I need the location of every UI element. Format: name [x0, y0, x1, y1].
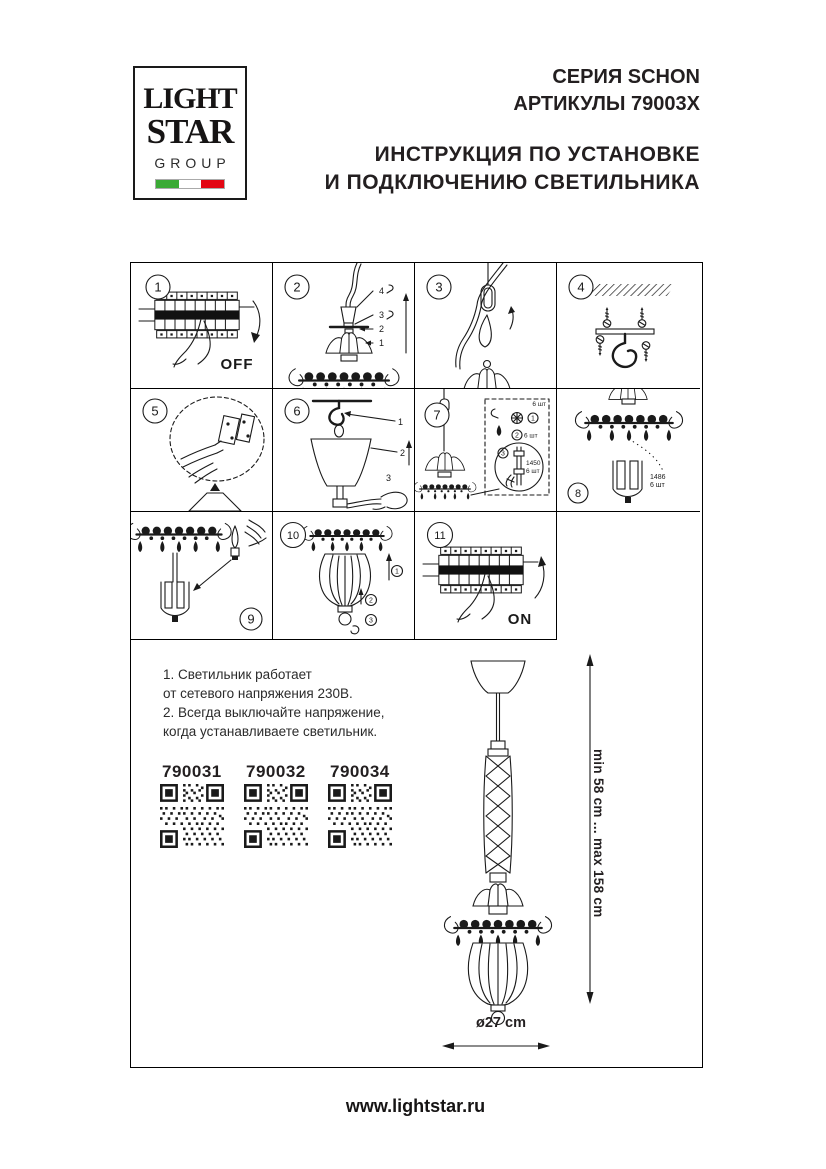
- flag-green: [156, 180, 179, 188]
- on-label: ON: [507, 611, 533, 628]
- logo-word-light: LIGHT: [143, 82, 237, 115]
- series-title: СЕРИЯ SCHON: [552, 66, 700, 88]
- document-header: [325, 64, 700, 197]
- socket-cup: [161, 582, 189, 622]
- panel-10-illustration: [273, 512, 414, 639]
- panel-4-illustration: [557, 263, 699, 388]
- part-number: 1486: [650, 474, 666, 481]
- step-panel-4: [557, 263, 700, 389]
- qr-code-790034: [328, 784, 392, 848]
- instruction-title-line1: ИНСТРУКЦИЯ ПО УСТАНОВКЕ: [374, 143, 700, 166]
- step-number-5: 5: [151, 403, 159, 419]
- note-line: когда устанавливаете светильник.: [163, 724, 378, 739]
- step-panel-10: [273, 512, 415, 640]
- callout-1: 1: [531, 415, 535, 423]
- article-number-790032: 790032: [246, 762, 306, 781]
- note-line: от сетевого напряжения 230В.: [163, 686, 353, 701]
- twisted-column: [484, 749, 513, 882]
- callout-lines: [355, 291, 373, 346]
- qty-top-label: 6 шт: [532, 401, 546, 408]
- instruction-title-line2: И ПОДКЛЮЧЕНИЮ СВЕТИЛЬНИКА: [324, 171, 700, 194]
- panel-9-illustration: [131, 512, 272, 639]
- cable-loop: [479, 315, 491, 347]
- lightstar-logo: [133, 66, 247, 200]
- panel-6-illustration: [273, 389, 414, 511]
- terminal-block-detail: [181, 414, 255, 483]
- instruction-grid: [130, 262, 703, 1068]
- step-panel-3: [415, 263, 557, 389]
- step-panel-1: [131, 263, 273, 389]
- step-panel-7: [415, 389, 557, 512]
- hook-mini-icon: [491, 409, 498, 418]
- canopy-cone: [311, 439, 371, 486]
- hook-mini-icon: [387, 311, 393, 319]
- panel-1-illustration: [131, 263, 272, 388]
- articles-title: АРТИКУЛЫ 79003X: [513, 93, 700, 115]
- callout-3: 3: [369, 617, 373, 625]
- qr-code-790032: [244, 784, 308, 848]
- socket-cup: [613, 461, 642, 503]
- note-line: 1. Светильник работает: [163, 667, 312, 682]
- hook-icon: [329, 401, 343, 425]
- glass-shade: [320, 554, 371, 606]
- website-url: www.lightstar.ru: [345, 1096, 486, 1116]
- panel-3-illustration: [415, 263, 556, 388]
- logo-word-star: STAR: [146, 112, 234, 151]
- ceiling-hook: [613, 334, 636, 367]
- italian-flag-stripe: [155, 179, 225, 189]
- step-panel-6: [273, 389, 415, 512]
- step-number-6: 6: [293, 403, 301, 419]
- glass-shade: [468, 943, 527, 1005]
- step-number-3: 3: [435, 279, 443, 295]
- up-arrow-icon: [406, 440, 412, 465]
- hook-mini-icon: [351, 626, 359, 634]
- height-range-label: min 58 cm ... max 158 cm: [591, 748, 606, 918]
- step-panel-5: [131, 389, 273, 512]
- qr-code-790031: [160, 784, 224, 848]
- callout-3: 3: [501, 450, 505, 458]
- lamp-canopy: [471, 661, 525, 693]
- step-number-11: 11: [434, 530, 446, 542]
- note-line: 2. Всегда выключайте напряжение,: [163, 705, 385, 720]
- qty-2-label: 6 шт: [524, 432, 538, 440]
- pendant-lamp-drawing: [426, 651, 596, 1036]
- callout-1: 1: [379, 338, 385, 348]
- ceiling-hatch: [589, 284, 675, 296]
- step-number-9: 9: [247, 611, 255, 627]
- callout-2: 2: [379, 324, 385, 334]
- part-qty: 6 шт: [526, 468, 540, 475]
- part-number: 1450: [526, 460, 541, 467]
- step-number-8: 8: [574, 488, 582, 500]
- step-number-1: 1: [154, 279, 162, 295]
- step-panel-9: [131, 512, 273, 640]
- up-arrow-icon: [386, 553, 392, 580]
- callout-4: 4: [379, 286, 385, 296]
- panel-2-illustration: [273, 263, 414, 388]
- step-panel-8: [557, 389, 700, 512]
- panel-7-illustration: [415, 389, 556, 511]
- safety-notes: [163, 665, 384, 741]
- step-number-7: 7: [433, 407, 441, 423]
- panel-8-illustration: [557, 389, 699, 511]
- callout-1: 1: [398, 417, 404, 427]
- step-number-4: 4: [577, 279, 585, 295]
- flower-part-icon: [512, 413, 523, 424]
- article-number-790034: 790034: [330, 762, 390, 781]
- step-panel-2: [273, 263, 415, 389]
- panel-5-illustration: [131, 389, 272, 511]
- step-panel-11: [415, 512, 557, 640]
- pull-arrow-icon: [508, 306, 515, 329]
- diameter-dimension-arrow: [441, 1038, 551, 1054]
- off-label: OFF: [220, 356, 254, 373]
- callout-3: 3: [379, 310, 385, 320]
- canopy-cone: [189, 493, 241, 511]
- callout-2: 2: [515, 432, 519, 440]
- callout-3: 3: [386, 473, 392, 483]
- hand-icon: [245, 520, 266, 546]
- candle-bulb-icon: [231, 526, 239, 560]
- callout-2: 2: [369, 597, 373, 605]
- flag-white: [179, 180, 202, 188]
- hand-with-wires-icon: [347, 492, 407, 509]
- panel-11-illustration: [415, 512, 556, 639]
- crystal-icon: [497, 425, 502, 436]
- callout-2: 2: [400, 448, 406, 458]
- step-number-2: 2: [293, 279, 301, 295]
- article-number-790031: 790031: [162, 762, 222, 781]
- diameter-label: ø27 cm: [476, 1015, 526, 1031]
- up-arrow-icon: [403, 293, 409, 353]
- down-arrow-icon: [210, 483, 220, 491]
- callout-1: 1: [395, 568, 399, 576]
- step-number-10: 10: [286, 530, 300, 542]
- part-qty: 6 шт: [650, 482, 665, 489]
- logo-word-group: GROUP: [154, 155, 231, 171]
- hook-mini-icon: [387, 285, 393, 293]
- flag-red: [201, 180, 224, 188]
